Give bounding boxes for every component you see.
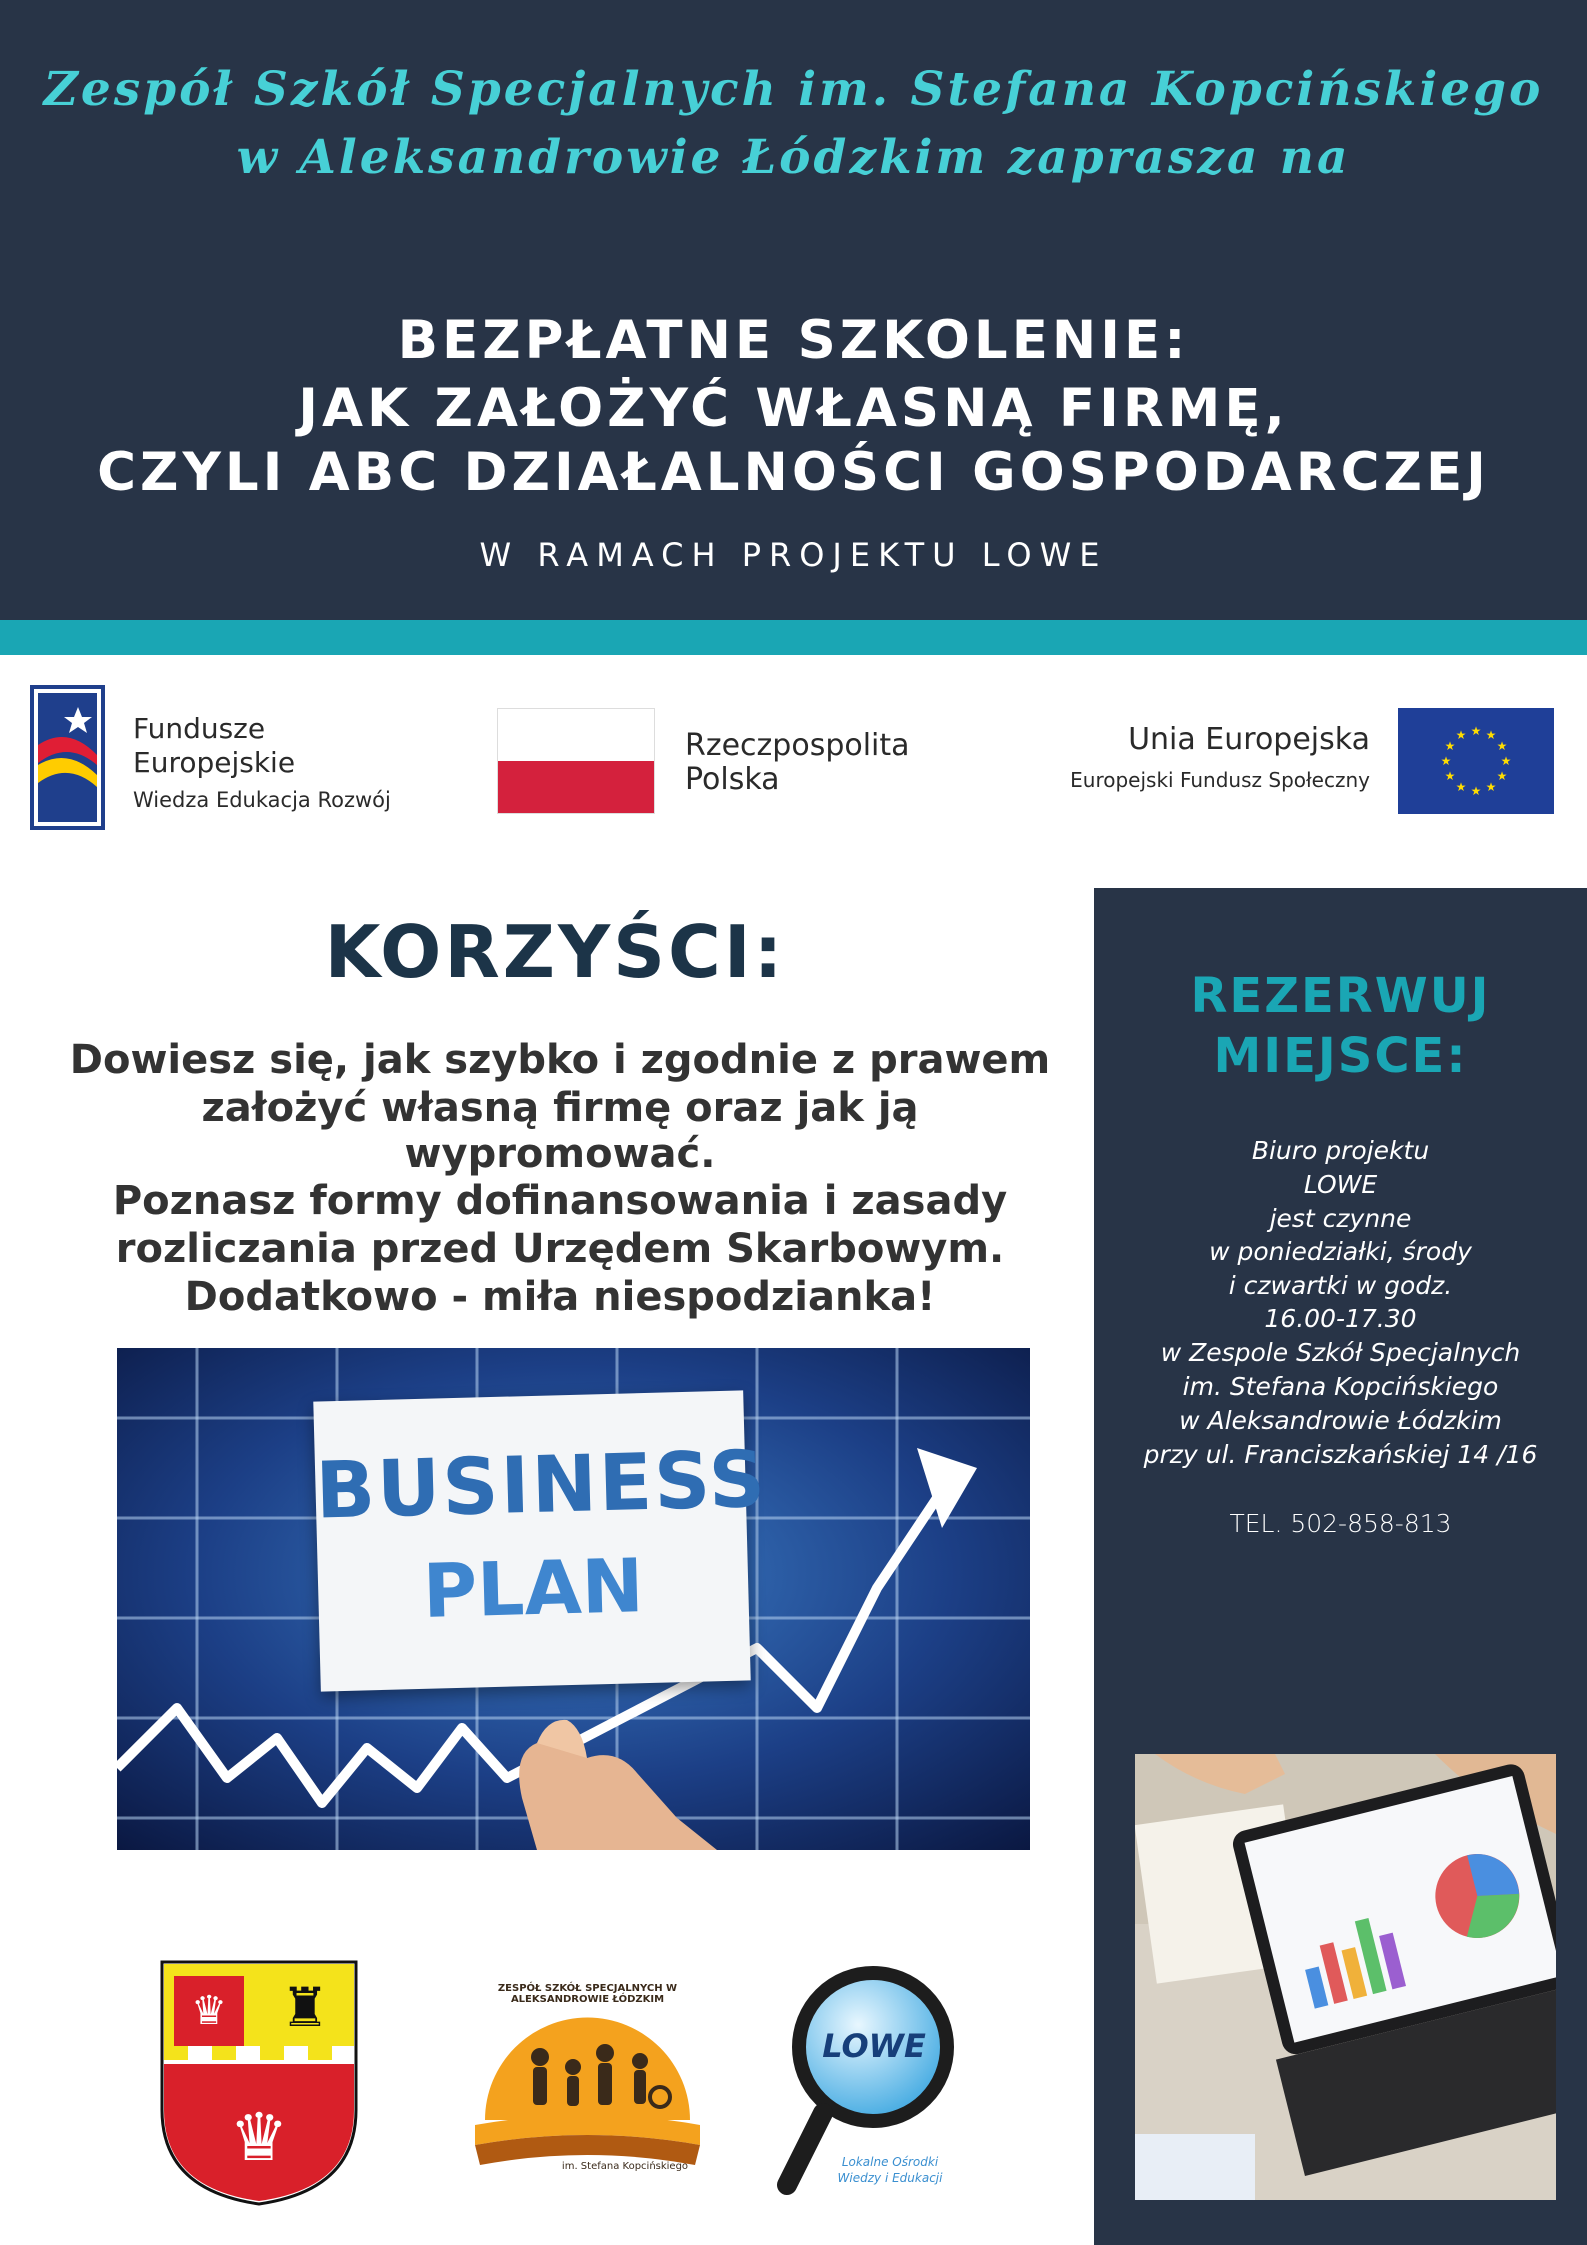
reservation-title: [1094, 966, 1587, 1086]
rp-logo-line-1: Rzeczpospolita: [685, 728, 910, 763]
benefits-heading: KORZYŚCI:: [324, 910, 786, 994]
hand-icon: [117, 1348, 1030, 1850]
office-info-line: im. Stefana Kopcińskiego: [1182, 1372, 1499, 1401]
office-info-line: w poniedziałki, środy: [1209, 1237, 1472, 1266]
accent-bar: [0, 620, 1587, 655]
office-info-line: jest czynne: [1269, 1204, 1412, 1233]
reservation-title-line-2: MIEJSCE:: [1213, 1028, 1468, 1084]
svg-text:♛: ♛: [229, 2099, 289, 2176]
card-text-plan: PLAN: [421, 1543, 645, 1635]
card-text-business: BUSINESS: [314, 1434, 769, 1537]
svg-text:★: ★: [1470, 784, 1482, 798]
benefit-line: wypromować.: [404, 1131, 716, 1177]
fe-logo-line-2: Europejskie: [133, 746, 296, 779]
lowe-logo-line-1: Lokalne Ośrodki: [841, 2155, 939, 2169]
business-plan-image: [117, 1348, 1030, 1850]
svg-text:★: ★: [1444, 739, 1456, 753]
school-logo-arc-text: ZESPÓŁ SZKÓŁ SPECJALNYCH W ALEKSANDROWIE ŁÓDZKIM: [497, 1983, 678, 2005]
intro-line-2: w Aleksandrowie Łódzkim zaprasza na: [236, 130, 1351, 185]
eu-flag-icon: [1398, 708, 1554, 814]
svg-text:★: ★: [1496, 739, 1508, 753]
svg-text:★: ★: [1485, 780, 1497, 794]
reservation-title-line-1: REZERWUJ: [1190, 968, 1491, 1024]
phone-number: TEL. 502-858-813: [1229, 1509, 1452, 1538]
office-info-line: Biuro projektu: [1251, 1136, 1430, 1165]
svg-text:★: ★: [1455, 728, 1467, 742]
benefit-line: Dodatkowo - miła niespodzianka!: [184, 1274, 936, 1320]
office-info-line: w Zespole Szkół Specjalnych: [1160, 1338, 1521, 1367]
lowe-logo-name: LOWE: [822, 2027, 926, 2065]
benefit-line: rozliczania przed Urzędem Skarbowym.: [115, 1226, 1005, 1272]
svg-text:★: ★: [1440, 754, 1452, 768]
svg-text:★: ★: [1470, 724, 1482, 738]
school-logo: [455, 1975, 720, 2195]
svg-text:★: ★: [1500, 754, 1512, 768]
office-address: przy ul. Franciszkańskiej 14 /16: [1143, 1440, 1538, 1469]
benefit-line: Poznasz formy dofinansowania i zasady: [112, 1178, 1008, 1224]
svg-text:♛: ♛: [191, 1988, 227, 2034]
intro-line-1: Zespół Szkół Specjalnych im. Stefana Kopcińskiego: [43, 62, 1544, 117]
lowe-logo-line-2: Wiedzy i Edukacji: [837, 2171, 943, 2185]
ue-logo-line-2: Europejski Fundusz Społeczny: [1070, 768, 1370, 792]
svg-text:★: ★: [1485, 728, 1497, 742]
fundusze-europejskie-logo-icon: [30, 685, 105, 830]
title-line-3: CZYLI ABC DZIAŁALNOŚCI GOSPODARCZEJ: [97, 442, 1490, 503]
polish-flag-icon: [497, 708, 655, 814]
svg-text:★: ★: [1496, 769, 1508, 783]
coat-of-arms-icon: [160, 1960, 358, 2206]
office-info-line: w Aleksandrowie Łódzkim: [1179, 1406, 1502, 1435]
fe-logo-line-3: Wiedza Edukacja Rozwój: [133, 788, 391, 812]
title-line-2: JAK ZAŁOŻYĆ WŁASNĄ FIRMĘ,: [298, 378, 1289, 439]
school-logo-bottom-text: im. Stefana Kopcińskiego: [561, 2161, 689, 2172]
lowe-logo: [775, 1955, 975, 2210]
title-line-1: BEZPŁATNE SZKOLENIE:: [397, 310, 1190, 371]
benefit-line: Dowiesz się, jak szybko i zgodnie z prawem: [69, 1037, 1051, 1083]
tablet-photo-image: [1135, 1754, 1556, 2200]
svg-text:♜: ♜: [280, 1976, 330, 2039]
svg-text:★: ★: [1455, 780, 1467, 794]
subtitle: W RAMACH PROJEKTU LOWE: [479, 536, 1108, 574]
office-info-line: i czwartki w godz.: [1228, 1271, 1453, 1300]
svg-text:★: ★: [1444, 769, 1456, 783]
benefit-line: założyć własną firmę oraz jak ją: [201, 1085, 919, 1131]
office-hours: 16.00-17.30: [1264, 1304, 1417, 1333]
fe-logo-line-1: Fundusze: [133, 712, 266, 745]
rp-logo-line-2: Polska: [685, 762, 780, 797]
ue-logo-line-1: Unia Europejska: [1128, 722, 1370, 757]
office-info-line: LOWE: [1303, 1170, 1378, 1199]
